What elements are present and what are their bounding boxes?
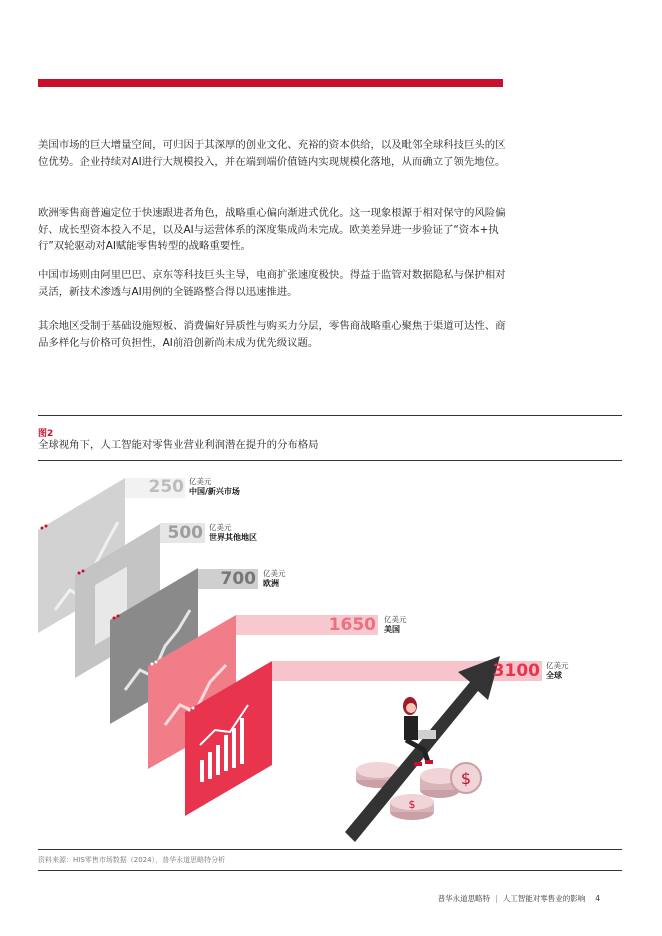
figure-label: 图2 xyxy=(38,429,54,439)
paragraph-europe: 欧洲零售商普遍定位于快速跟进者角色，战略重心偏向渐进式优化。这一现象根源于相对保守的风险偏好、成长型资本投入不足，以及AI与运营体系的深度集成尚未完成。欧美差异进一步验证了“资本+执行”双轮驱动对AI赋能零售转型的战略重要性。 xyxy=(38,207,506,252)
region-name: 美国 xyxy=(384,625,400,634)
region-name: 世界其他地区 xyxy=(209,533,257,542)
top-accent-bar xyxy=(38,79,503,87)
svg-text:$: $ xyxy=(408,798,416,811)
region-name: 欧洲 xyxy=(263,579,279,588)
region-name: 全球 xyxy=(546,671,562,680)
footer-rule xyxy=(38,870,622,871)
footer-report-title: 人工智能对零售业的影响 xyxy=(502,894,586,903)
value-europe: 700 xyxy=(220,569,256,589)
paragraph-other-regions: 其余地区受制于基础设施短板、消费偏好异质性与购买力分层，零售商战略重心聚焦于渠道可达性、商品多样化与价格可负担性，AI前沿创新尚未成为优先级议题。 xyxy=(38,320,506,349)
label-usa xyxy=(384,615,407,635)
paragraph-china: 中国市场则由阿里巴巴、京东等科技巨头主导，电商扩张速度极快。得益于监管对数据隐私与保护相对灵活，新技术渗透与AI用例的全链路整合得以迅速推进。 xyxy=(38,269,506,298)
label-china-emerging xyxy=(189,477,240,497)
value-china-emerging: 250 xyxy=(148,477,184,497)
profit-distribution-infographic xyxy=(0,460,662,850)
page-number: 4 xyxy=(595,894,600,903)
figure-bottom-rule xyxy=(38,849,622,850)
value-rest-of-world: 500 xyxy=(167,523,203,543)
infographic-illustration xyxy=(0,460,662,850)
paragraph-us: 美国市场的巨大增量空间，可归因于其深厚的创业文化、充裕的资本供给，以及毗邻全球科技巨头的区位优势。企业持续对AI进行大规模投入，并在端到端价值链内实现规模化落地，从而确立了领先地位。 xyxy=(38,139,506,168)
value-usa: 1650 xyxy=(328,615,376,635)
region-name: 中国/新兴市场 xyxy=(189,487,240,496)
unit-label: 亿美元 xyxy=(209,523,232,532)
figure-title: 全球视角下，人工智能对零售业营业利润潜在提升的分布格局 xyxy=(38,439,319,451)
unit-label: 亿美元 xyxy=(263,569,286,578)
label-global xyxy=(546,661,569,681)
source-note: 资料来源：HIS零售市场数据（2024），普华永道思略特分析 xyxy=(38,856,226,864)
unit-label: 亿美元 xyxy=(189,477,212,486)
unit-label: 亿美元 xyxy=(384,615,407,624)
figure-top-rule xyxy=(38,415,622,416)
svg-text:$: $ xyxy=(460,769,472,788)
label-rest-of-world xyxy=(209,523,257,543)
footer-separator: | xyxy=(495,894,498,903)
unit-label: 亿美元 xyxy=(546,661,569,670)
value-global: 3100 xyxy=(492,661,540,681)
page-footer xyxy=(438,893,600,904)
footer-brand: 普华永道思略特 xyxy=(437,894,491,903)
label-europe xyxy=(263,569,286,589)
